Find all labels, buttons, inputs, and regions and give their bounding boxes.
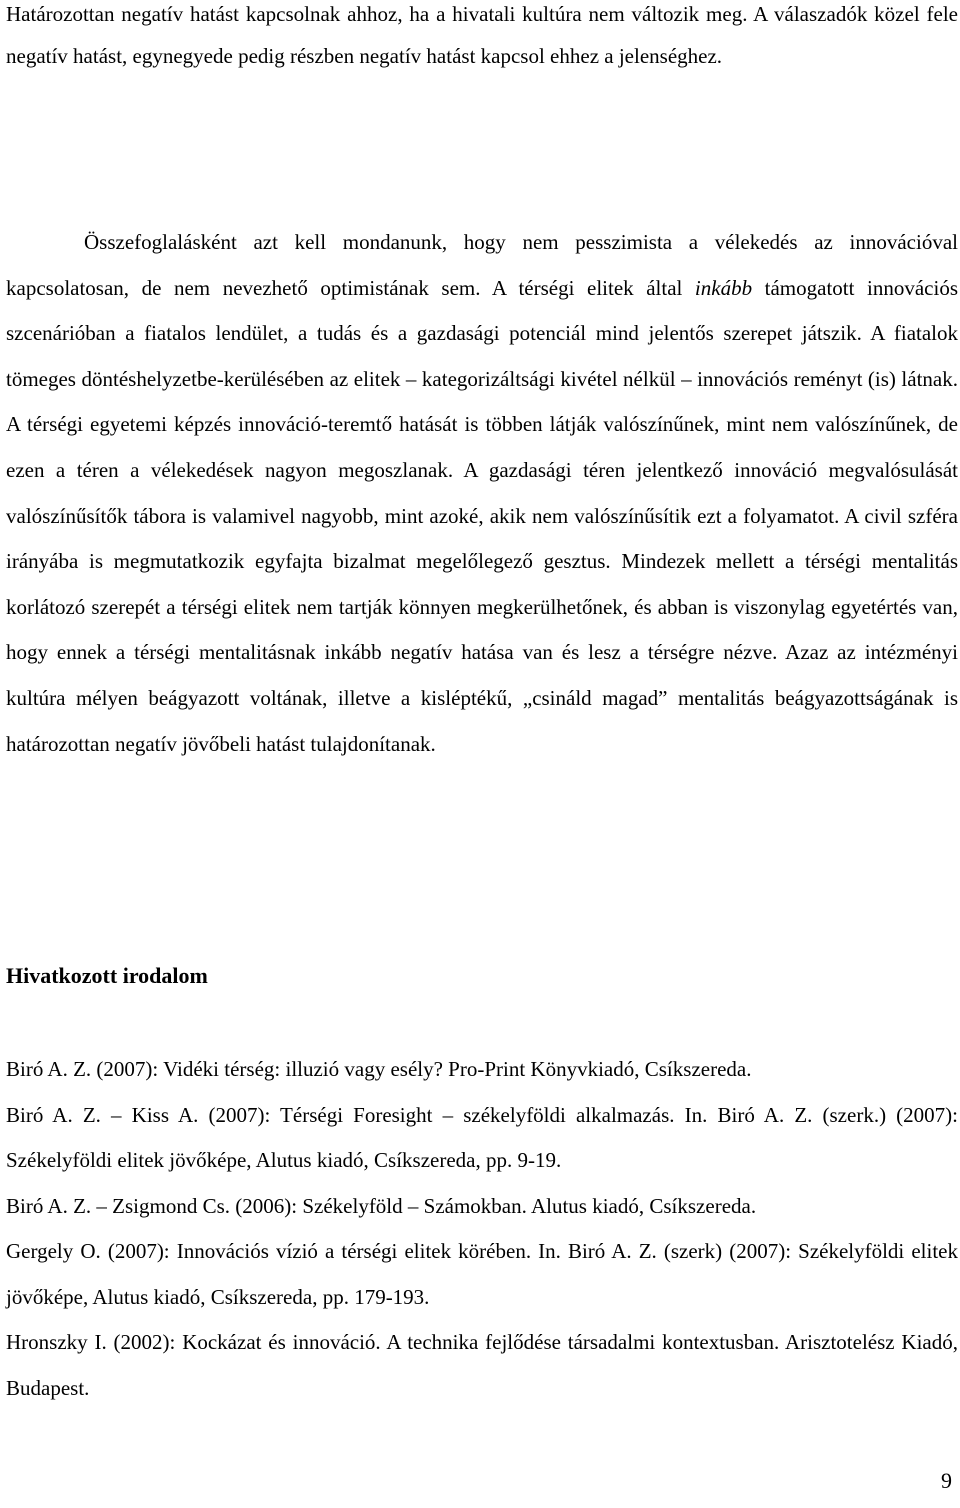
- references-heading: Hivatkozott irodalom: [6, 963, 208, 988]
- reference-item: Hronszky I. (2002): Kockázat és innováció. A technika fejlődése társadalmi kontextusban. Arisztotelész Kiadó, Budapest.: [6, 1330, 958, 1400]
- reference-item: Biró A. Z. – Kiss A. (2007): Térségi Foresight – székelyföldi alkalmazás. In. Biró A. Z. (szerk.) (2007): Székelyföldi elitek jövőképe, Alutus kiadó, Csíkszereda, pp. 9-19.: [6, 1102, 958, 1172]
- paragraph-top: Határozottan negatív hatást kapcsolnak ahhoz, ha a hivatali kultúra nem változik meg. A válaszadók közel fele negatív hatást, egynegyede pedig részben negatív hatást kapcsol ehhez a jelenséghez.: [6, 2, 958, 68]
- references-list: [6, 1047, 958, 1411]
- reference-item: Biró A. Z. (2007): Vidéki térség: illuzió vagy esély? Pro-Print Könyvkiadó, Csíkszereda.: [6, 1057, 752, 1081]
- summary-text-start: Összefoglalásként azt kell mondanunk, hogy nem pesszimista a vélekedés az innovációval kapcsolatosan, de nem nevezhető optimistának sem. A térségi elitek által: [6, 230, 958, 300]
- summary-text-rest: támogatott innovációs szcenárióban a fiatalos lendület, a tudás és a gazdasági potenciál mind jelentős szerepet játszik. A fiatalok tömeges döntéshelyzetbe-kerülésében az elitek – kategorizáltsági kivétel nélkül – innovációs reményt (is) látnak. A térségi egyetemi képzés innováció-teremtő hatását is többen látják valószínűnek, mint nem valószínűnek, de ezen a téren a vélekedések nagyon megoszlanak. A gazdasági téren jelentkező innováció megvalósulását valószínűsítők tábora is valamivel nagyobb, mint azoké, akik nem valószínűsítik ezt a folyamatot. A civil szféra irányába is megmutatkozik egyfajta bizalmat megelőlegező gesztus. Mindezek mellett a térségi mentalitás korlátozó szerepét a térségi elitek nem tartják könnyen megkerülhetőnek, és abban is viszonylag egyetértés van, hogy ennek a térségi mentalitásnak inkább negatív hatása van és lesz a térségre nézve. Azaz az intézményi kultúra mélyen beágyazott voltának, illetve a kisléptékű, „csináld magad” mentalitás beágyazottságának is határozottan negatív jövőbeli hatást tulajdonítanak.: [6, 275, 958, 756]
- page-number: 9: [941, 1468, 952, 1493]
- summary-paragraph: [6, 220, 958, 767]
- summary-italic-word: inkább: [694, 275, 753, 300]
- document-page: [6, 0, 958, 1508]
- reference-item: Biró A. Z. – Zsigmond Cs. (2006): Székelyföld – Számokban. Alutus kiadó, Csíkszereda.: [6, 1193, 757, 1218]
- reference-item: Gergely O. (2007): Innovációs vízió a térségi elitek körében. In. Biró A. Z. (szerk) (2007): Székelyföldi elitek jövőképe, Alutus kiadó, Csíkszereda, pp. 179-193.: [6, 1239, 958, 1309]
